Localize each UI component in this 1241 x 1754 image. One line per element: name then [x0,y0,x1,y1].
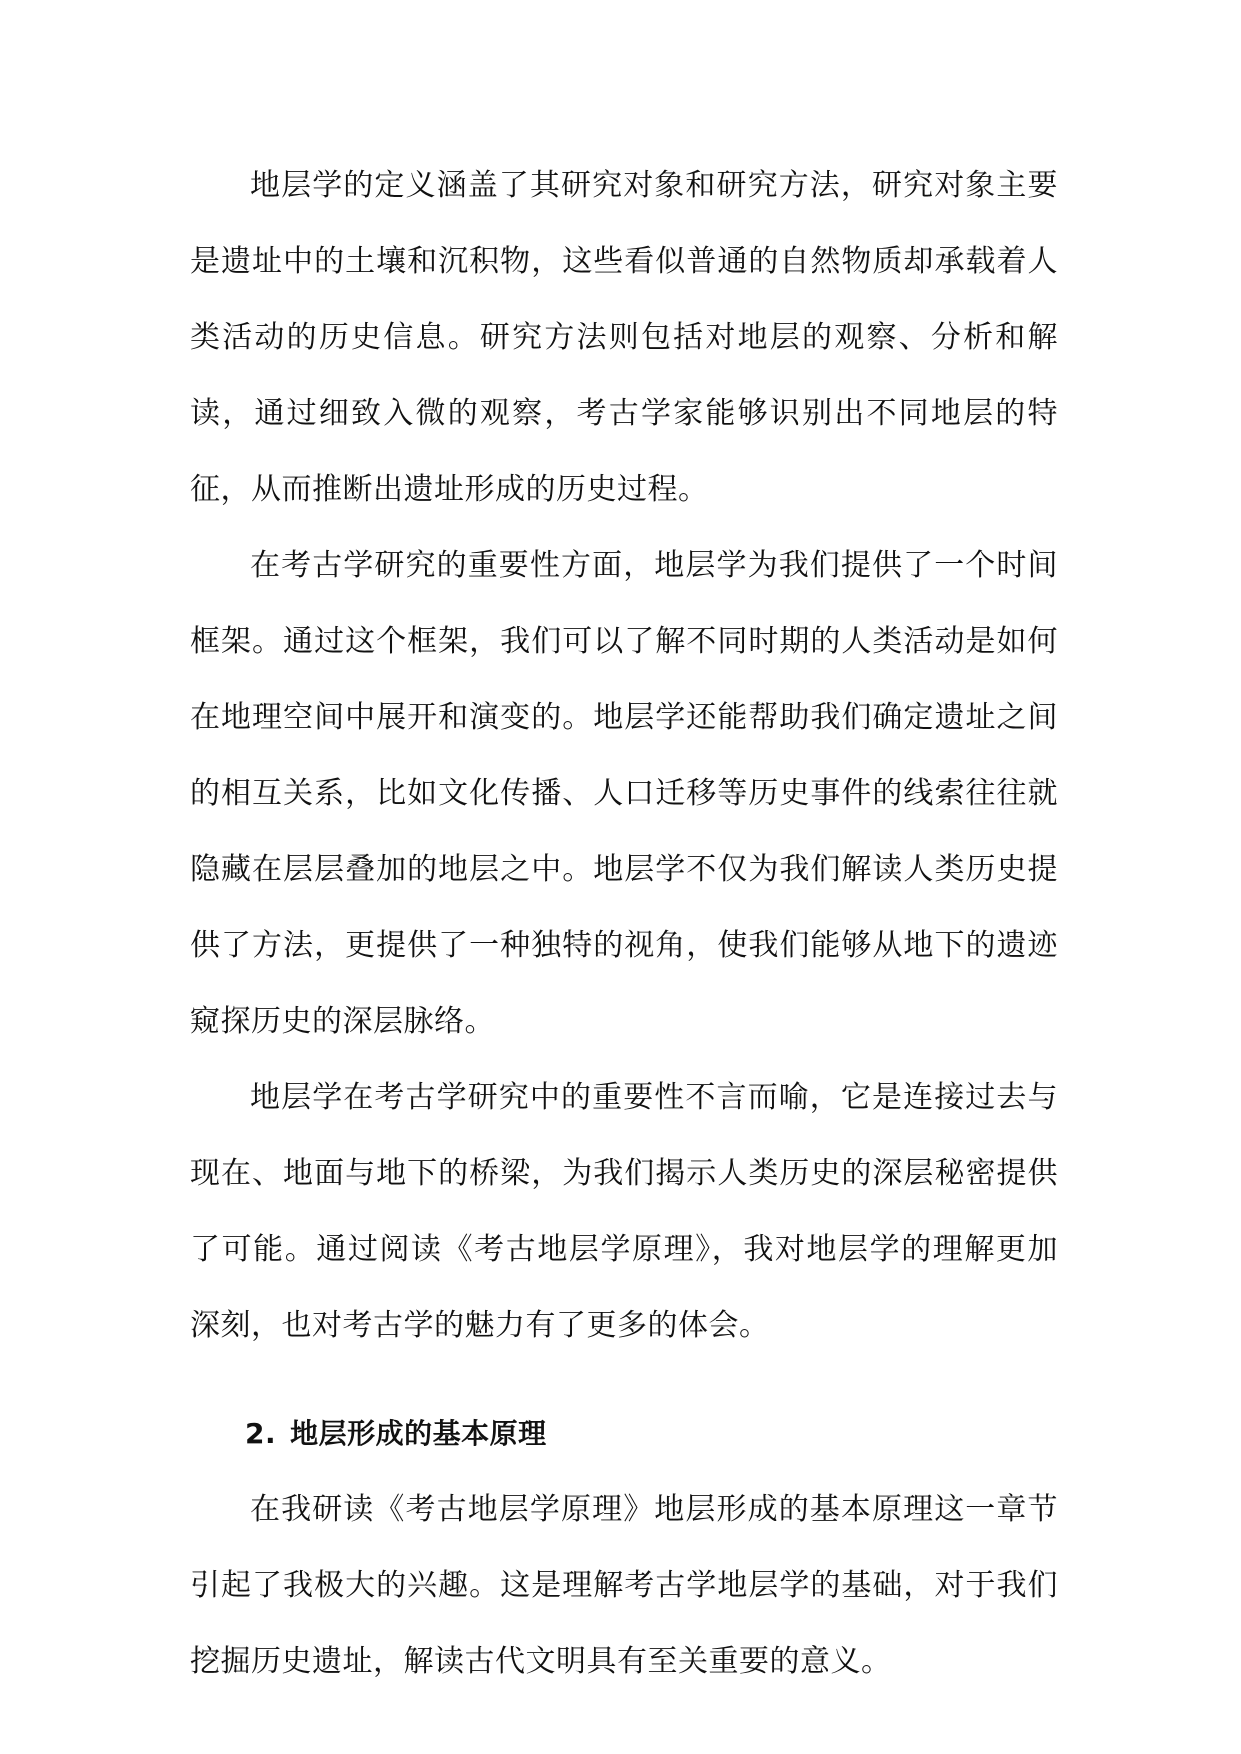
paragraph-formation-principles: 在我研读《考古地层学原理》地层形成的基本原理这一章节引起了我极大的兴趣。这是理解考古学地层学的基础，对于我们挖掘历史遗址，解读古代文明具有至关重要的意义。 [190,1492,1058,1679]
paragraph-stratigraphy-definition: 地层学的定义涵盖了其研究对象和研究方法，研究对象主要是遗址中的土壤和沉积物，这些看似普通的自然物质却承载着人类活动的历史信息。研究方法则包括对地层的观察、分析和解读，通过细致入微的观察，考古学家能够识别出不同地层的特征，从而推断出遗址形成的历史过程。 [190,168,1058,507]
paragraph-stratigraphy-conclusion: 地层学在考古学研究中的重要性不言而喻，它是连接过去与现在、地面与地下的桥梁，为我们揭示人类历史的深层秘密提供了可能。通过阅读《考古地层学原理》，我对地层学的理解更加深刻，也对考古学的魅力有了更多的体会。 [190,1080,1058,1343]
document-body [190,148,1058,1700]
section-number: 2. [245,1417,277,1450]
paragraph-stratigraphy-importance: 在考古学研究的重要性方面，地层学为我们提供了一个时间框架。通过这个框架，我们可以了解不同时期的人类活动是如何在地理空间中展开和演变的。地层学还能帮助我们确定遗址之间的相互关系，比如文化传播、人口迁移等历史事件的线索往往就隐藏在层层叠加的地层之中。地层学不仅为我们解读人类历史提供了方法，更提供了一种独特的视角，使我们能够从地下的遗迹窥探历史的深层脉络。 [190,548,1058,1039]
section-title: 地层形成的基本原理 [290,1417,547,1450]
section-heading [190,1396,1058,1472]
